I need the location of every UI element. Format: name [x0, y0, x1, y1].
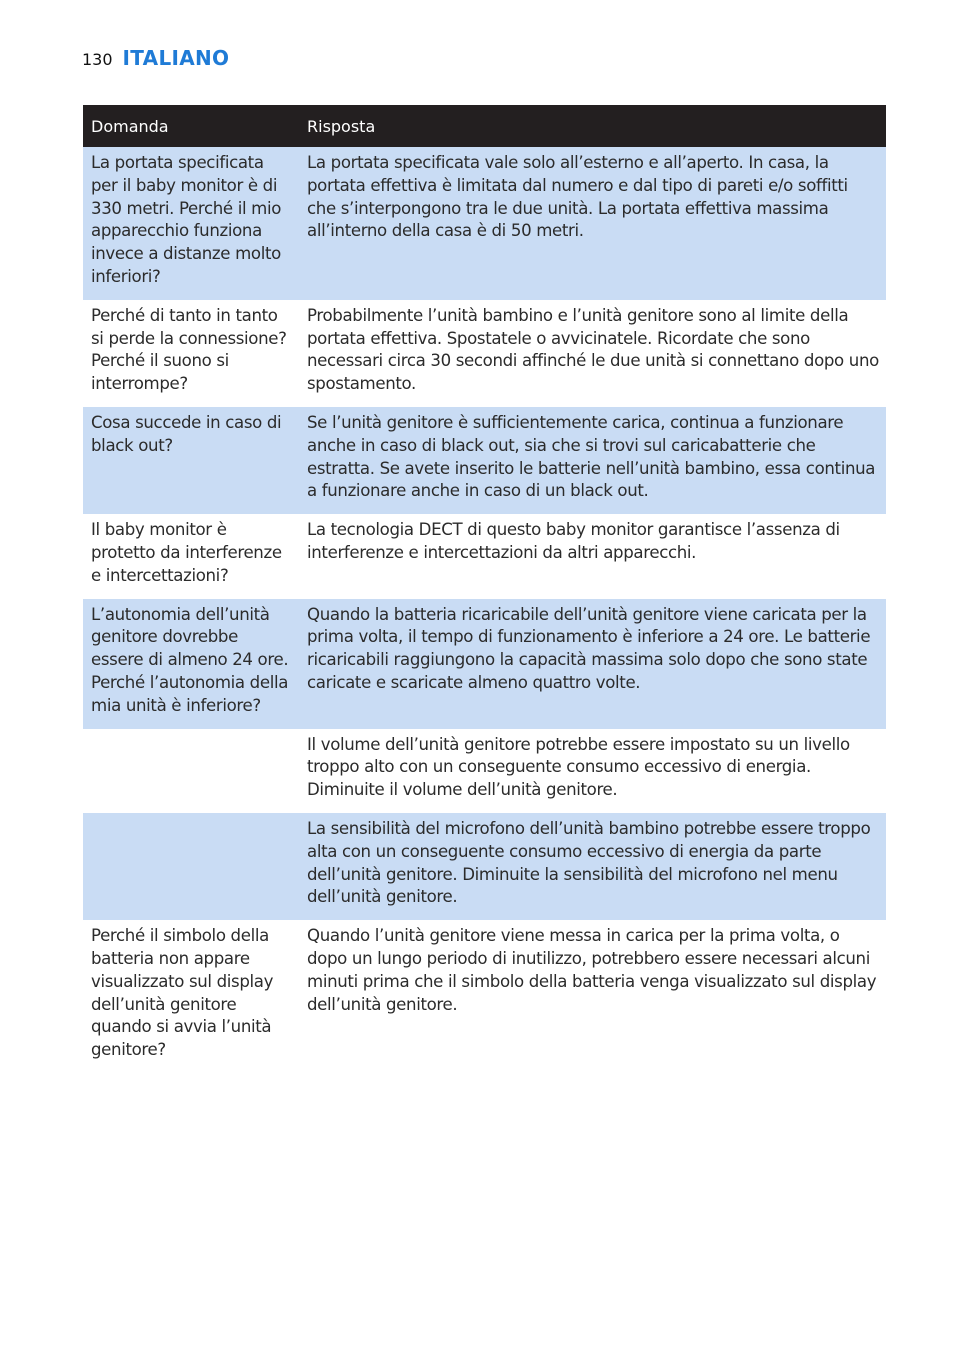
- table-row: [83, 407, 886, 514]
- question-cell: L’autonomia dell’unità genitore dovrebbe essere di almeno 24 ore. Perché l’autonomia della mia unità è inferiore?: [83, 599, 299, 729]
- table-row: [83, 813, 886, 920]
- table-row: [83, 920, 886, 1073]
- answer-cell: Se l’unità genitore è sufficientemente carica, continua a funzionare anche in caso di black out, sia che si trovi sul caricabatterie che estratta. Se avete inserito le batterie nell’unità bambino, essa continua a funzionare anche in caso di un black out.: [299, 407, 886, 514]
- table-row: [83, 729, 886, 813]
- page-header: [82, 46, 229, 70]
- answer-cell: La portata specificata vale solo all’esterno e all’aperto. In casa, la portata effettiva è limitata dal numero e dal tipo di pareti e/o soffitti che s’interpongono tra le due unità. La portata effettiva massima all’interno della casa è di 50 metri.: [299, 147, 886, 300]
- table-row: [83, 514, 886, 598]
- answer-cell: La tecnologia DECT di questo baby monitor garantisce l’assenza di interferenze e intercettazioni da altri apparecchi.: [299, 514, 886, 598]
- table-row: [83, 147, 886, 300]
- question-cell: [83, 729, 299, 813]
- question-cell: Perché di tanto in tanto si perde la connessione? Perché il suono si interrompe?: [83, 300, 299, 407]
- answer-cell: Il volume dell’unità genitore potrebbe essere impostato su un livello troppo alto con un conseguente consumo eccessivo di energia. Diminuite il volume dell’unità genitore.: [299, 729, 886, 813]
- table-row: [83, 300, 886, 407]
- page-number: 130: [82, 50, 113, 69]
- table-row: [83, 599, 886, 729]
- section-title: ITALIANO: [122, 46, 230, 70]
- answer-cell: Probabilmente l’unità bambino e l’unità genitore sono al limite della portata effettiva. Spostatele o avvicinatele. Ricordate che sono necessari circa 30 secondi affinché le due unità si connettano dopo uno spostamento.: [299, 300, 886, 407]
- question-cell: La portata specificata per il baby monitor è di 330 metri. Perché il mio apparecchio funziona invece a distanze molto inferiori?: [83, 147, 299, 300]
- question-cell: Perché il simbolo della batteria non appare visualizzato sul display dell’unità genitore quando si avvia l’unità genitore?: [83, 920, 299, 1073]
- question-cell: Il baby monitor è protetto da interferenze e intercettazioni?: [83, 514, 299, 598]
- column-header-answer: Risposta: [299, 105, 886, 147]
- question-cell: [83, 813, 299, 920]
- faq-table: [83, 105, 886, 1073]
- answer-cell: Quando la batteria ricaricabile dell’unità genitore viene caricata per la prima volta, il tempo di funzionamento è inferiore a 24 ore. Le batterie ricaricabili raggiungono la capacità massima solo dopo che sono state caricate e scaricate almeno quattro volte.: [299, 599, 886, 729]
- column-header-question: Domanda: [83, 105, 299, 147]
- answer-cell: Quando l’unità genitore viene messa in carica per la prima volta, o dopo un lungo periodo di inutilizzo, potrebbero essere necessari alcuni minuti prima che il simbolo della batteria venga visualizzato sul display dell’unità genitore.: [299, 920, 886, 1073]
- answer-cell: La sensibilità del microfono dell’unità bambino potrebbe essere troppo alta con un conseguente consumo eccessivo di energia da parte dell’unità genitore. Diminuite la sensibilità del microfono nel menu dell’unità genitore.: [299, 813, 886, 920]
- question-cell: Cosa succede in caso di black out?: [83, 407, 299, 514]
- table-header-row: [83, 105, 886, 147]
